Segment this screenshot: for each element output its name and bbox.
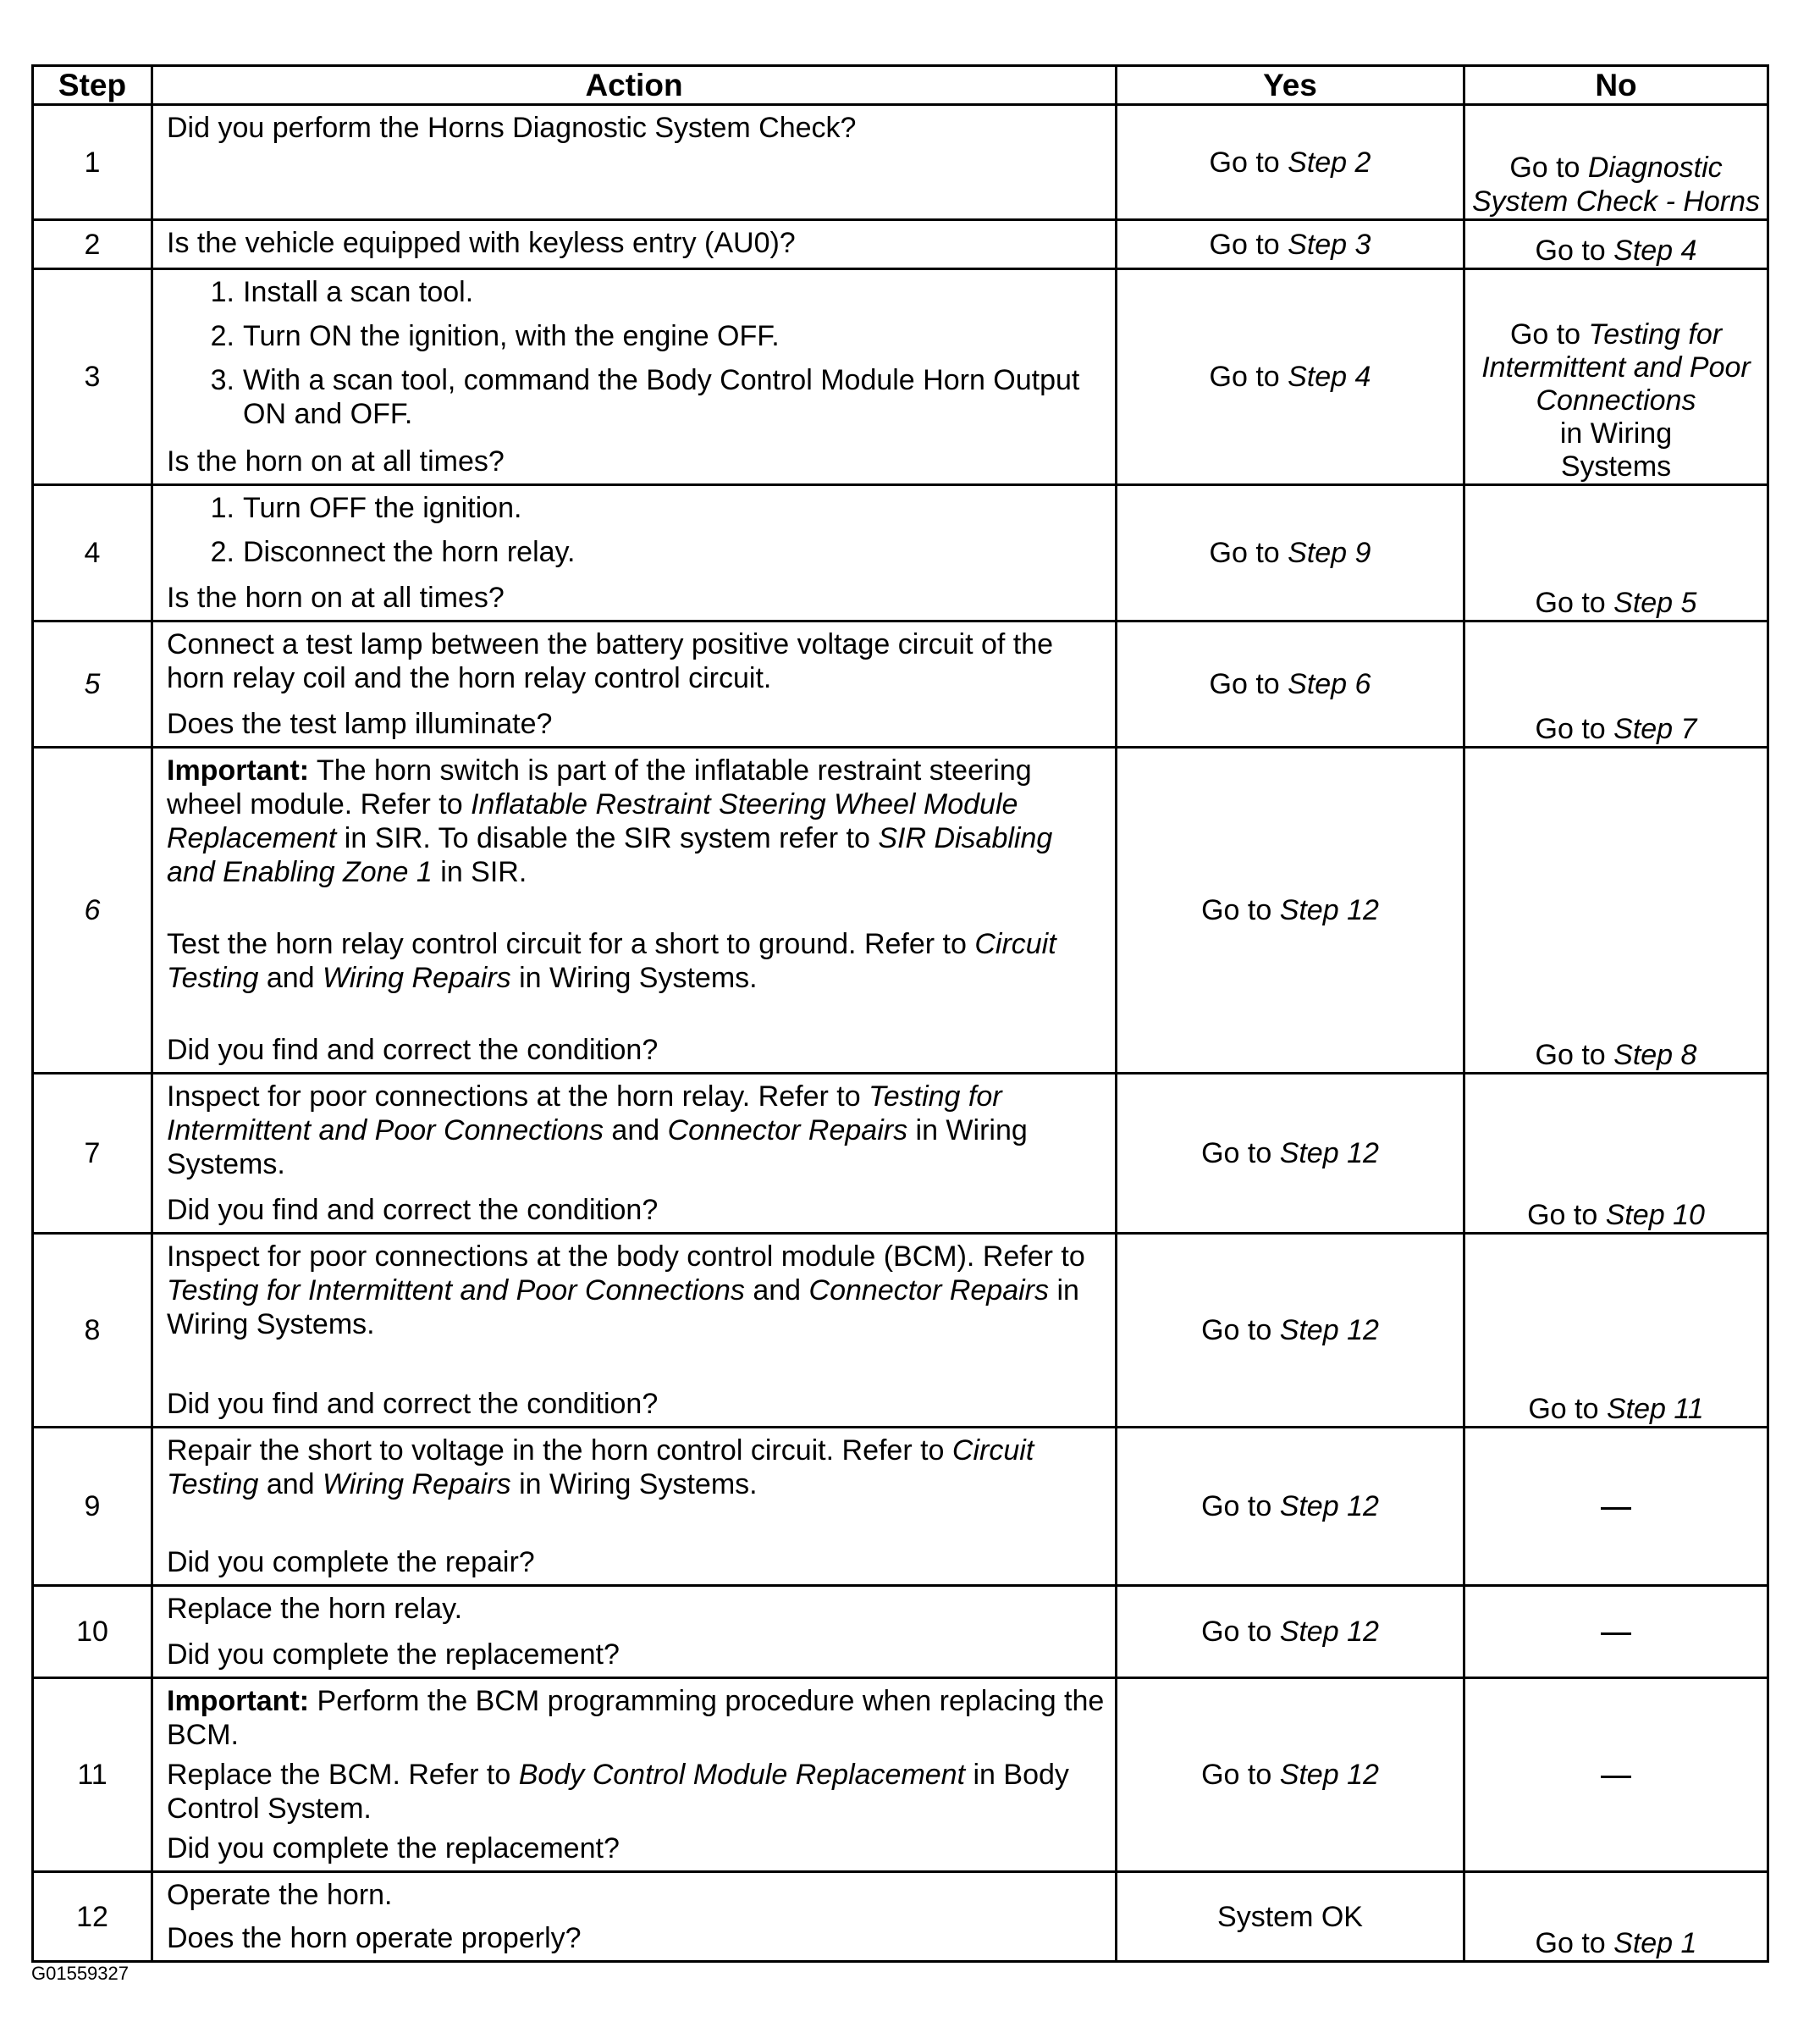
important-label: Important: <box>167 754 310 787</box>
no-line <box>1465 712 1767 746</box>
yes-cell <box>1117 1428 1464 1586</box>
spacer <box>167 1752 1105 1758</box>
spacer <box>167 889 1105 927</box>
action-text: Perform the BCM programming procedure when replacing the BCM. <box>167 1685 1105 1751</box>
reference-link-text: Wiring Repairs <box>323 962 511 994</box>
action-text: Did you find and correct the condition? <box>167 1388 659 1420</box>
action-paragraph <box>167 1545 1105 1579</box>
action-content <box>153 270 1115 483</box>
yes-text: Go to <box>1201 1137 1280 1169</box>
no-line <box>1465 1038 1767 1072</box>
reference-link-text: Body Control Module Replacement <box>518 1759 966 1791</box>
reference-link-text: Intermittent and Poor <box>1481 351 1751 384</box>
list-item-text: Install a scan tool. <box>243 276 474 308</box>
yes-text: System OK <box>1217 1900 1363 1933</box>
no-line <box>1465 351 1767 384</box>
yes-text: Go to <box>1209 146 1288 179</box>
list-item-text: Disconnect the horn relay. <box>243 536 576 568</box>
step-number: 5 <box>33 621 152 748</box>
not-applicable-dash <box>1601 1632 1631 1635</box>
no-cell <box>1464 1074 1768 1234</box>
action-text: Operate the horn. <box>167 1879 393 1911</box>
action-steps-list <box>167 275 1105 441</box>
reference-link-text: Step 4 <box>1613 235 1697 267</box>
action-content <box>153 1679 1115 1870</box>
yes-cell <box>1117 1586 1464 1678</box>
list-item-text: Turn OFF the ignition. <box>243 492 522 524</box>
no-text: Go to <box>1535 587 1614 619</box>
table-row <box>33 1074 1768 1234</box>
action-paragraph <box>167 707 1105 741</box>
no-cell <box>1464 621 1768 748</box>
action-cell <box>152 105 1117 220</box>
no-line <box>1465 1392 1767 1426</box>
reference-link-text: Connector Repairs <box>667 1114 908 1146</box>
yes-text: Go to <box>1209 228 1288 261</box>
yes-cell <box>1117 1872 1464 1962</box>
no-text: Go to <box>1535 1927 1614 1959</box>
no-line <box>1465 318 1767 351</box>
spacer <box>167 1181 1105 1193</box>
yes-cell <box>1117 621 1464 748</box>
no-cell <box>1464 748 1768 1074</box>
action-text: Does the horn operate properly? <box>167 1922 582 1954</box>
no-text: Go to <box>1528 1393 1607 1425</box>
action-text: in Body Control System. <box>167 1759 1069 1825</box>
action-text: Did you complete the repair? <box>167 1546 535 1578</box>
list-item-number: 1. <box>210 492 234 524</box>
diagnostic-table <box>31 64 1769 1963</box>
no-cell <box>1464 1586 1768 1678</box>
action-cell <box>152 1074 1117 1234</box>
yes-cell <box>1117 105 1464 220</box>
action-text: in Wiring Systems. <box>167 1114 1028 1180</box>
no-text: Go to <box>1527 1199 1606 1231</box>
header-action: Action <box>152 66 1117 105</box>
action-text: Test the horn relay control circuit for a short to ground. Refer to <box>167 928 975 960</box>
list-item-text: With a scan tool, command the Body Control Module Horn Output ON and OFF. <box>243 364 1080 430</box>
action-content <box>153 106 1115 218</box>
reference-link-text: SIR Disabling and Enabling Zone 1 <box>167 822 1053 888</box>
list-item <box>167 491 1105 525</box>
action-paragraph <box>167 627 1105 695</box>
table-row <box>33 1234 1768 1428</box>
list-item-number: 2. <box>210 320 234 352</box>
no-line <box>1465 417 1767 450</box>
action-text: in Wiring Systems. <box>510 962 758 994</box>
no-line <box>1465 450 1767 483</box>
yes-cell <box>1117 485 1464 621</box>
action-text: Is the vehicle equipped with keyless entry (AU0)? <box>167 227 796 259</box>
action-paragraph <box>167 1921 1105 1955</box>
no-text: Systems <box>1560 450 1672 483</box>
action-text: and <box>603 1114 668 1146</box>
list-item-number: 3. <box>210 364 234 396</box>
table-row <box>33 1872 1768 1962</box>
spacer <box>167 1912 1105 1921</box>
yes-cell <box>1117 1074 1464 1234</box>
action-paragraph <box>167 754 1105 889</box>
step-number: 1 <box>33 105 152 220</box>
no-text: Go to <box>1535 235 1614 267</box>
no-cell <box>1464 1872 1768 1962</box>
action-cell <box>152 1678 1117 1872</box>
no-line <box>1465 1198 1767 1232</box>
action-content <box>153 622 1115 746</box>
action-text: and <box>258 962 323 994</box>
action-text: Connect a test lamp between the battery positive voltage circuit of the horn relay coil and the horn relay control circuit. <box>167 628 1054 694</box>
yes-text: Go to <box>1201 894 1280 926</box>
action-content <box>153 1587 1115 1677</box>
table-row <box>33 105 1768 220</box>
reference-link-text: Testing for Intermittent and Poor Connections <box>167 1080 1002 1146</box>
reference-link-text: Step 7 <box>1613 713 1697 745</box>
list-item <box>167 363 1105 431</box>
no-line <box>1465 234 1767 268</box>
list-item <box>167 319 1105 353</box>
action-paragraph <box>167 445 1105 478</box>
action-paragraph <box>167 111 1105 145</box>
step-number: 7 <box>33 1074 152 1234</box>
action-content <box>153 1873 1115 1960</box>
no-line <box>1465 185 1767 218</box>
action-content <box>153 221 1115 268</box>
table-row <box>33 1586 1768 1678</box>
list-item-number: 1. <box>210 276 234 308</box>
reference-link-text: Connections <box>1536 384 1696 417</box>
action-text: The horn switch is part of the inflatable restraint steering wheel module. Refer to <box>167 754 1032 820</box>
reference-link-text: Testing for <box>1588 318 1723 351</box>
not-applicable-dash <box>1601 1776 1631 1778</box>
action-paragraph <box>167 1638 1105 1671</box>
step-number: 3 <box>33 269 152 485</box>
list-item-text: Turn ON the ignition, with the engine OFF. <box>243 320 780 352</box>
no-line <box>1465 384 1767 417</box>
action-text: Did you find and correct the condition? <box>167 1194 659 1226</box>
yes-text: Go to <box>1201 1490 1280 1522</box>
header-step: Step <box>33 66 152 105</box>
action-text: in SIR. To disable the SIR system refer to <box>336 822 879 854</box>
action-content <box>153 1235 1115 1426</box>
yes-cell <box>1117 220 1464 269</box>
action-paragraph <box>167 1240 1105 1341</box>
step-number: 11 <box>33 1678 152 1872</box>
action-text: Replace the horn relay. <box>167 1593 463 1625</box>
action-text: Is the horn on at all times? <box>167 582 505 614</box>
action-cell <box>152 220 1117 269</box>
no-text: Go to <box>1509 152 1588 184</box>
action-text: Did you complete the replacement? <box>167 1832 620 1864</box>
yes-text: Go to <box>1201 1759 1280 1791</box>
action-text: Did you complete the replacement? <box>167 1638 620 1671</box>
table-row <box>33 269 1768 485</box>
action-text: and <box>744 1274 809 1307</box>
no-cell <box>1464 485 1768 621</box>
no-cell <box>1464 1234 1768 1428</box>
no-cell <box>1464 105 1768 220</box>
yes-text: Go to <box>1209 361 1288 393</box>
action-paragraph <box>167 1033 1105 1067</box>
step-number: 6 <box>33 748 152 1074</box>
action-cell <box>152 1872 1117 1962</box>
action-text: and <box>258 1468 323 1500</box>
reference-link-text: Wiring Repairs <box>323 1468 511 1500</box>
reference-link-text: Connector Repairs <box>808 1274 1050 1307</box>
action-paragraph <box>167 1758 1105 1826</box>
action-paragraph <box>167 1831 1105 1865</box>
yes-text: Go to <box>1209 668 1288 700</box>
table-body <box>33 105 1768 1962</box>
yes-text: Go to <box>1201 1314 1280 1346</box>
no-cell <box>1464 1678 1768 1872</box>
spacer <box>167 1826 1105 1831</box>
reference-link-text: Step 11 <box>1606 1393 1704 1425</box>
action-steps-list <box>167 491 1105 579</box>
no-line <box>1465 586 1767 620</box>
action-text: Repair the short to voltage in the horn control circuit. Refer to <box>167 1434 952 1467</box>
no-text: Go to <box>1535 1039 1614 1071</box>
reference-link-text: Step 1 <box>1613 1927 1697 1959</box>
action-text: in SIR. <box>432 856 527 888</box>
step-number: 10 <box>33 1586 152 1678</box>
step-reference: Step 9 <box>1288 537 1371 569</box>
step-number: 2 <box>33 220 152 269</box>
spacer <box>167 995 1105 1033</box>
action-text: in Wiring Systems. <box>510 1468 758 1500</box>
list-item-number: 2. <box>210 536 234 568</box>
action-cell <box>152 269 1117 485</box>
spacer <box>167 1501 1105 1545</box>
step-reference: Step 12 <box>1279 1137 1379 1169</box>
header-row <box>33 66 1768 105</box>
action-paragraph <box>167 1080 1105 1181</box>
step-reference: Step 4 <box>1288 361 1371 393</box>
action-paragraph <box>167 1684 1105 1752</box>
action-text: Inspect for poor connections at the horn relay. Refer to <box>167 1080 869 1113</box>
yes-text: Go to <box>1209 537 1288 569</box>
reference-link-text: Circuit Testing <box>167 928 1056 994</box>
step-reference: Step 2 <box>1288 146 1371 179</box>
yes-cell <box>1117 748 1464 1074</box>
step-reference: Step 12 <box>1279 1759 1379 1791</box>
step-number: 9 <box>33 1428 152 1586</box>
action-cell <box>152 1428 1117 1586</box>
no-cell <box>1464 220 1768 269</box>
table-row <box>33 220 1768 269</box>
spacer <box>167 695 1105 707</box>
action-cell <box>152 1586 1117 1678</box>
list-item <box>167 535 1105 569</box>
reference-link-text: Diagnostic <box>1587 152 1723 184</box>
step-reference: Step 6 <box>1288 668 1371 700</box>
step-number: 8 <box>33 1234 152 1428</box>
action-text: in Wiring Systems. <box>167 1274 1079 1340</box>
action-cell <box>152 485 1117 621</box>
no-line <box>1465 1926 1767 1960</box>
not-applicable-dash <box>1601 1507 1631 1510</box>
step-number: 12 <box>33 1872 152 1962</box>
spacer <box>167 260 1105 262</box>
action-cell <box>152 621 1117 748</box>
action-paragraph <box>167 1387 1105 1421</box>
reference-link-text: Step 10 <box>1605 1199 1705 1231</box>
reference-link-text: Step 8 <box>1613 1039 1697 1071</box>
action-text: Inspect for poor connections at the body control module (BCM). Refer to <box>167 1240 1085 1273</box>
step-reference: Step 12 <box>1279 894 1379 926</box>
step-reference: Step 12 <box>1279 1490 1379 1522</box>
action-paragraph <box>167 1434 1105 1501</box>
action-paragraph <box>167 1592 1105 1626</box>
diagnostic-table-container <box>31 64 1767 1963</box>
action-text: Did you perform the Horns Diagnostic System Check? <box>167 112 857 144</box>
reference-link-text: Step 5 <box>1613 587 1697 619</box>
step-reference: Step 12 <box>1279 1314 1379 1346</box>
spacer <box>167 1341 1105 1387</box>
action-paragraph <box>167 1878 1105 1912</box>
table-row <box>33 1428 1768 1586</box>
no-text: Go to <box>1509 318 1589 351</box>
important-label: Important: <box>167 1685 310 1717</box>
action-text: Does the test lamp illuminate? <box>167 708 553 740</box>
table-row <box>33 1678 1768 1872</box>
no-text: in Wiring <box>1559 417 1673 450</box>
header-no: No <box>1464 66 1768 105</box>
action-content <box>153 1428 1115 1584</box>
action-content <box>153 749 1115 1072</box>
action-paragraph <box>167 1193 1105 1227</box>
action-cell <box>152 748 1117 1074</box>
no-line <box>1465 151 1767 185</box>
action-cell <box>152 1234 1117 1428</box>
yes-cell <box>1117 1234 1464 1428</box>
table-row <box>33 748 1768 1074</box>
reference-link-text: System Check - Horns <box>1471 185 1761 218</box>
action-paragraph <box>167 581 1105 615</box>
step-reference: Step 3 <box>1288 228 1371 261</box>
step-reference: Step 12 <box>1279 1616 1379 1648</box>
reference-link-text: Inflatable Restraint Steering Wheel Module Replacement <box>167 788 1018 854</box>
table-row <box>33 485 1768 621</box>
spacer <box>167 145 1105 213</box>
action-text: Is the horn on at all times? <box>167 445 505 478</box>
action-text: Replace the BCM. Refer to <box>167 1759 519 1791</box>
reference-link-text: Testing for Intermittent and Poor Connections <box>167 1274 745 1307</box>
reference-link-text: Circuit Testing <box>167 1434 1034 1500</box>
spacer <box>167 1626 1105 1638</box>
figure-id: G01559327 <box>31 1963 129 1984</box>
yes-cell <box>1117 269 1464 485</box>
no-cell <box>1464 1428 1768 1586</box>
step-number: 4 <box>33 485 152 621</box>
list-item <box>167 275 1105 309</box>
no-cell <box>1464 269 1768 485</box>
yes-cell <box>1117 1678 1464 1872</box>
no-text: Go to <box>1535 713 1614 745</box>
header-yes: Yes <box>1117 66 1464 105</box>
yes-text: Go to <box>1201 1616 1280 1648</box>
action-content <box>153 1074 1115 1232</box>
table-row <box>33 621 1768 748</box>
action-paragraph <box>167 226 1105 260</box>
action-text: Did you find and correct the condition? <box>167 1034 659 1066</box>
action-paragraph <box>167 927 1105 995</box>
action-content <box>153 486 1115 620</box>
